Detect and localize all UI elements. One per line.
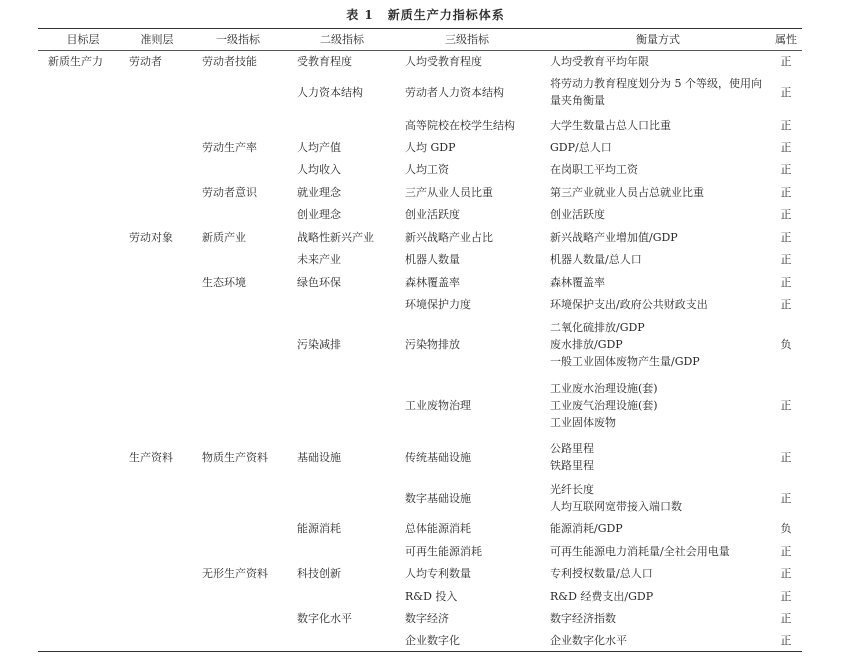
measure-line: 工业废水治理设施(套) <box>550 382 658 395</box>
level2-indicator-cell: 科技创新 <box>297 567 341 580</box>
level3-indicator-cell: 环境保护力度 <box>405 298 471 311</box>
criterion-layer-cell: 劳动对象 <box>129 231 173 244</box>
level3-indicator-cell: 创业活跃度 <box>405 208 460 221</box>
attribute-cell: 正 <box>780 119 792 132</box>
measure-line: 工业固体废物 <box>550 416 616 429</box>
header-measure: 衡量方式 <box>636 33 680 46</box>
level2-indicator-cell: 人力资本结构 <box>297 85 363 99</box>
level3-indicator-cell: 人均受教育程度 <box>405 55 482 68</box>
criterion-layer-cell: 生产资料 <box>129 450 173 464</box>
measure-cell: R&D 经费支出/GDP <box>550 590 654 603</box>
bottom-rule <box>38 651 802 652</box>
measure-cell: 将劳动力教育程度划分为 5 个等级，使用向量夹角衡量 <box>550 77 762 107</box>
level2-indicator-cell: 未来产业 <box>297 253 341 266</box>
attribute-cell: 正 <box>780 186 792 199</box>
level3-indicator-cell: R&D 投入 <box>405 590 458 603</box>
level3-indicator-cell: 三产从业人员比重 <box>405 186 493 199</box>
measure-cell: 企业数字化水平 <box>550 634 627 647</box>
measure-cell: 第三产业就业人员占总就业比重 <box>550 186 704 199</box>
level2-indicator-cell: 人均产值 <box>297 141 341 154</box>
level2-indicator-cell: 战略性新兴产业 <box>297 231 374 244</box>
attribute-cell: 正 <box>780 567 792 580</box>
level3-indicator-cell: 机器人数量 <box>405 253 460 266</box>
level2-indicator-cell: 受教育程度 <box>297 55 352 68</box>
attribute-cell: 正 <box>780 253 792 266</box>
attribute-cell: 正 <box>780 55 792 68</box>
level3-indicator-cell: 人均专利数量 <box>405 567 471 580</box>
attribute-cell: 正 <box>780 163 792 176</box>
level3-indicator-cell: 总体能源消耗 <box>405 522 471 535</box>
level3-indicator-cell: 人均工资 <box>405 163 449 176</box>
level3-indicator-cell: 企业数字化 <box>405 634 460 647</box>
level2-indicator-cell: 污染减排 <box>297 338 341 351</box>
level3-indicator-cell: 劳动者人力资本结构 <box>405 85 504 99</box>
level3-indicator-cell: 污染物排放 <box>405 338 460 351</box>
level1-indicator-cell: 劳动者技能 <box>202 55 257 68</box>
level3-indicator-cell: 工业废物治理 <box>405 399 471 412</box>
measure-line: 公路里程 <box>550 442 594 455</box>
measure-cell: 可再生能源电力消耗量/全社会用电量 <box>550 545 730 558</box>
measure-cell: 在岗职工平均工资 <box>550 163 638 176</box>
measure-cell: 专利授权数量/总人口 <box>550 567 653 580</box>
measure-cell: 环境保护支出/政府公共财政支出 <box>550 298 708 311</box>
measure-cell: 机器人数量/总人口 <box>550 253 642 266</box>
table-title: 新质生产力指标体系 <box>387 8 505 22</box>
header-attribute: 属性 <box>775 33 797 46</box>
level2-indicator-cell: 创业理念 <box>297 208 341 221</box>
attribute-cell: 正 <box>780 231 792 244</box>
measure-line: 废水排放/GDP <box>550 338 623 351</box>
level2-indicator-cell: 绿色环保 <box>297 276 341 289</box>
level1-indicator-cell: 生态环境 <box>202 276 246 289</box>
level2-indicator-cell: 能源消耗 <box>297 522 341 535</box>
header-criterion-layer: 准则层 <box>140 33 174 46</box>
level2-indicator-cell: 数字化水平 <box>297 612 352 625</box>
attribute-cell: 正 <box>780 141 792 154</box>
level3-indicator-cell: 新兴战略产业占比 <box>405 231 493 244</box>
level1-indicator-cell: 物质生产资料 <box>202 450 268 464</box>
measure-cell: 人均受教育平均年限 <box>550 55 649 68</box>
attribute-cell: 正 <box>780 276 792 289</box>
attribute-cell: 负 <box>780 338 792 351</box>
measure-cell: 能源消耗/GDP <box>550 522 623 535</box>
level1-indicator-cell: 劳动者意识 <box>202 186 257 199</box>
level2-indicator-cell: 基础设施 <box>297 450 341 464</box>
attribute-cell: 正 <box>780 85 792 99</box>
attribute-cell: 正 <box>780 450 792 464</box>
level1-indicator-cell: 新质产业 <box>202 231 246 244</box>
measure-cell: 新兴战略产业增加值/GDP <box>550 231 678 244</box>
level1-indicator-cell: 劳动生产率 <box>202 141 257 154</box>
attribute-cell: 正 <box>780 590 792 603</box>
level3-indicator-cell: 数字基础设施 <box>405 491 471 505</box>
measure-line: 工业废气治理设施(套) <box>550 399 658 412</box>
attribute-cell: 正 <box>780 298 792 311</box>
attribute-cell: 负 <box>780 522 792 535</box>
header-rule <box>38 50 802 51</box>
measure-cell: 创业活跃度 <box>550 208 605 221</box>
header-goal-layer: 目标层 <box>66 33 100 46</box>
measure-cell: 森林覆盖率 <box>550 276 605 289</box>
level3-indicator-cell: 高等院校在校学生结构 <box>405 119 515 132</box>
top-rule <box>38 28 802 29</box>
criterion-layer-cell: 劳动者 <box>129 55 162 68</box>
header-level3: 三级指标 <box>445 33 489 46</box>
attribute-cell: 正 <box>780 634 792 647</box>
table-caption <box>0 6 851 23</box>
attribute-cell: 正 <box>780 545 792 558</box>
level3-indicator-cell: 人均 GDP <box>405 141 456 154</box>
measure-line: 一般工业固体废物产生量/GDP <box>550 355 700 368</box>
measure-cell: GDP/总人口 <box>550 141 612 154</box>
measure-line: 铁路里程 <box>550 459 594 472</box>
header-level1: 一级指标 <box>216 33 260 46</box>
attribute-cell: 正 <box>780 208 792 221</box>
header-level2: 二级指标 <box>320 33 364 46</box>
level3-indicator-cell: 传统基础设施 <box>405 450 471 464</box>
measure-cell: 大学生数量占总人口比重 <box>550 119 671 132</box>
table-number: 表 1 <box>346 8 374 22</box>
attribute-cell: 正 <box>780 399 792 412</box>
level2-indicator-cell: 人均收入 <box>297 163 341 176</box>
level3-indicator-cell: 数字经济 <box>405 612 449 625</box>
measure-line: 人均互联网宽带接入端口数 <box>550 500 682 513</box>
attribute-cell: 正 <box>780 491 792 505</box>
measure-line: 二氧化硫排放/GDP <box>550 321 645 334</box>
attribute-cell: 正 <box>780 612 792 625</box>
measure-cell: 数字经济指数 <box>550 612 616 625</box>
level1-indicator-cell: 无形生产资料 <box>202 567 268 580</box>
level3-indicator-cell: 可再生能源消耗 <box>405 545 482 558</box>
goal-layer-cell: 新质生产力 <box>48 55 103 68</box>
measure-line: 光纤长度 <box>550 483 594 496</box>
level3-indicator-cell: 森林覆盖率 <box>405 276 460 289</box>
level2-indicator-cell: 就业理念 <box>297 186 341 199</box>
